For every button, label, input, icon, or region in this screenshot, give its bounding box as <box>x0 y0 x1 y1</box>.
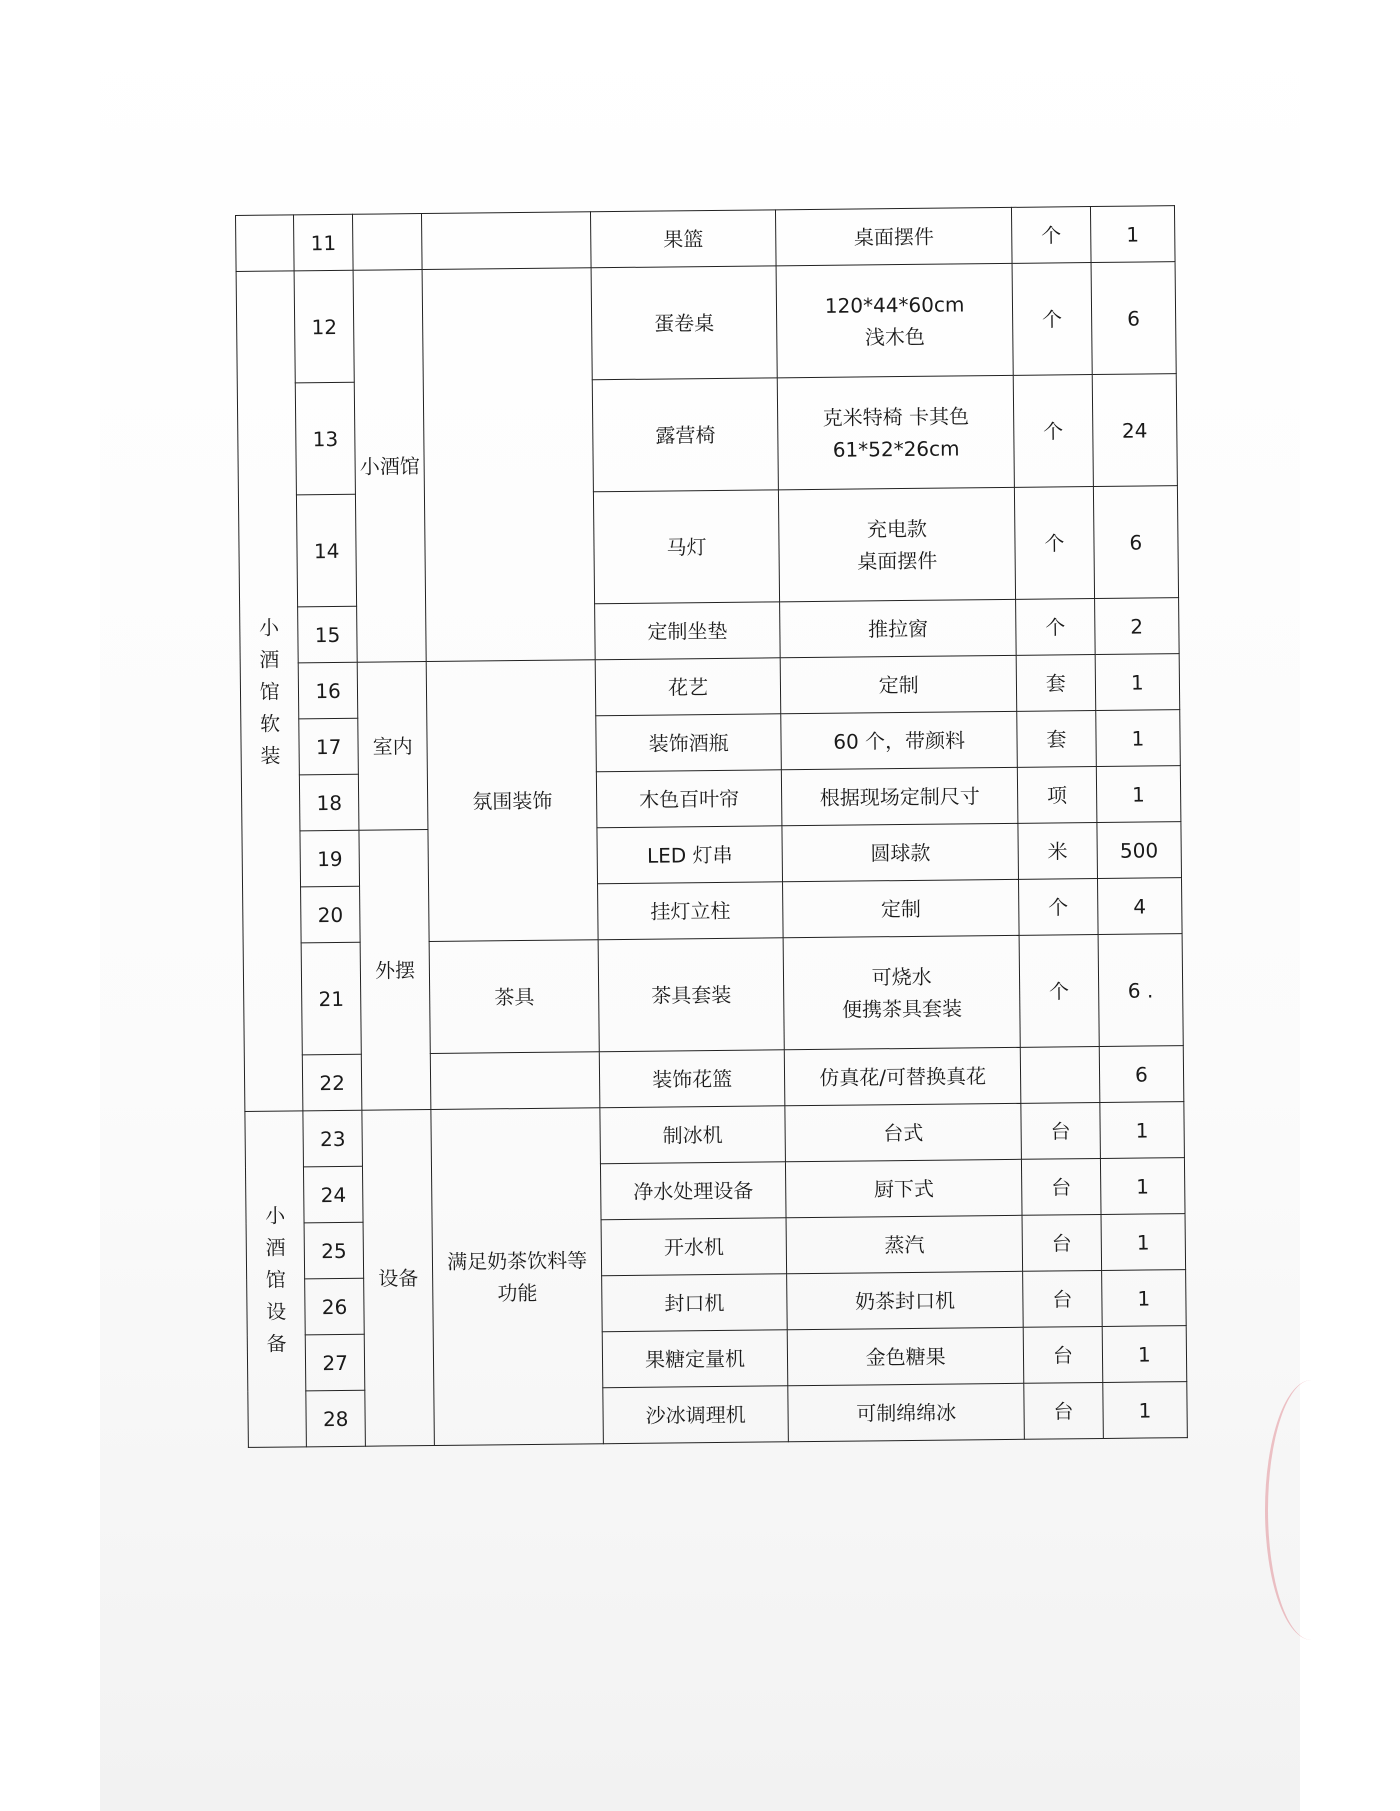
item-unit: 米 <box>1018 823 1097 880</box>
row-number: 19 <box>300 830 359 887</box>
row-number: 17 <box>299 718 358 775</box>
item-spec: 奶茶封口机 <box>787 1271 1023 1329</box>
item-spec: 台式 <box>785 1103 1021 1161</box>
category-tea: 茶具 <box>430 940 600 1054</box>
item-name: 木色百叶帘 <box>596 770 782 828</box>
item-name: 蛋卷桌 <box>591 266 777 380</box>
item-name: 装饰花篮 <box>599 1050 785 1108</box>
item-spec: 根据现场定制尺寸 <box>782 767 1018 825</box>
item-qty: 6 <box>1091 262 1176 375</box>
item-qty: 1 <box>1102 1382 1187 1439</box>
row-number: 18 <box>300 774 359 831</box>
row-number: 15 <box>298 606 357 663</box>
item-unit: 台 <box>1021 1102 1100 1159</box>
item-unit: 个 <box>1019 935 1099 1048</box>
item-qty: 1 <box>1101 1270 1186 1327</box>
red-seal-stamp <box>1265 1380 1358 1640</box>
item-name: 茶具套装 <box>598 938 784 1052</box>
item-spec: 推拉窗 <box>780 599 1016 657</box>
item-name: 果糖定量机 <box>602 1330 788 1388</box>
item-name: 露营椅 <box>592 378 778 492</box>
item-unit: 台 <box>1022 1214 1101 1271</box>
item-name: LED 灯串 <box>597 826 783 884</box>
row-number: 16 <box>299 662 358 719</box>
item-name: 装饰酒瓶 <box>596 714 782 772</box>
row-number: 23 <box>303 1110 362 1167</box>
item-spec: 厨下式 <box>786 1159 1022 1217</box>
item-qty: 1 <box>1102 1326 1187 1383</box>
item-qty: 2 <box>1094 598 1179 655</box>
table-row <box>240 654 1180 720</box>
item-spec: 定制 <box>780 655 1016 713</box>
item-unit: 套 <box>1016 655 1095 712</box>
row-number: 26 <box>305 1278 364 1335</box>
item-name: 沙冰调理机 <box>603 1386 789 1444</box>
item-qty: 24 <box>1092 374 1177 487</box>
item-name: 制冰机 <box>600 1106 786 1164</box>
item-qty: 1 <box>1095 654 1180 711</box>
item-qty: 1 <box>1096 766 1181 823</box>
item-qty: 1 <box>1095 710 1180 767</box>
row-number: 13 <box>296 382 356 495</box>
item-unit: 台 <box>1023 1270 1102 1327</box>
item-qty: 500 <box>1097 822 1182 879</box>
row-number: 11 <box>294 214 353 271</box>
item-name: 开水机 <box>601 1218 787 1276</box>
item-unit: 个 <box>1014 487 1094 600</box>
table-row <box>245 1102 1185 1168</box>
item-spec: 60 个，带颜料 <box>781 711 1017 769</box>
item-name: 马灯 <box>593 490 779 604</box>
table-row <box>236 262 1176 384</box>
category-cell-empty <box>423 268 596 662</box>
item-unit: 台 <box>1023 1326 1102 1383</box>
table-row <box>242 822 1182 888</box>
row-number: 21 <box>302 942 362 1055</box>
item-qty: 1 <box>1101 1214 1186 1271</box>
group-soft-furnishing: 小 酒 馆 软 装 <box>236 271 303 1112</box>
subarea-bar: 小酒馆 <box>353 270 427 663</box>
item-name: 果篮 <box>590 210 776 268</box>
category-atmosphere: 氛围装饰 <box>427 660 598 942</box>
item-name: 定制坐垫 <box>594 602 780 660</box>
item-unit: 个 <box>1012 207 1091 264</box>
item-spec: 120*44*60cm 浅木色 <box>776 263 1013 377</box>
item-unit: 个 <box>1019 879 1098 936</box>
item-name: 净水处理设备 <box>600 1162 786 1220</box>
item-name: 挂灯立柱 <box>597 882 783 940</box>
category-cell-empty <box>431 1052 600 1110</box>
item-unit: 个 <box>1016 599 1095 656</box>
subarea-outdoor: 外摆 <box>359 830 432 1111</box>
item-qty: 1 <box>1100 1102 1185 1159</box>
item-qty: 6 . <box>1098 934 1183 1047</box>
item-spec: 可制绵绵冰 <box>788 1383 1024 1441</box>
item-qty: 1 <box>1090 206 1175 263</box>
item-qty: 4 <box>1097 878 1182 935</box>
category-cell-empty <box>422 212 591 270</box>
subarea-equipment: 设备 <box>362 1109 435 1446</box>
item-spec: 定制 <box>783 879 1019 937</box>
spec-table <box>235 205 1188 1448</box>
item-unit: 项 <box>1017 767 1096 824</box>
item-spec: 充电款 桌面摆件 <box>779 487 1016 601</box>
row-number: 24 <box>304 1166 363 1223</box>
item-unit: 台 <box>1024 1382 1103 1439</box>
item-unit <box>1020 1046 1099 1103</box>
group-cell-empty <box>236 215 295 272</box>
item-spec: 桌面摆件 <box>776 207 1012 265</box>
item-spec: 克米特椅 卡其色 61*52*26cm <box>777 375 1014 489</box>
item-unit: 套 <box>1017 711 1096 768</box>
item-unit: 个 <box>1012 263 1092 376</box>
row-number: 27 <box>306 1334 365 1391</box>
item-name: 花艺 <box>595 658 781 716</box>
category-function: 满足奶茶饮料等 功能 <box>431 1108 603 1446</box>
item-spec: 圆球款 <box>782 823 1018 881</box>
item-spec: 蒸汽 <box>786 1215 1022 1273</box>
spec-table-body <box>236 206 1188 1448</box>
row-number: 20 <box>301 886 360 943</box>
item-qty: 6 <box>1093 486 1178 599</box>
item-qty: 6 <box>1099 1046 1184 1103</box>
group-equipment: 小 酒 馆 设 备 <box>245 1111 307 1448</box>
item-qty: 1 <box>1100 1158 1185 1215</box>
row-number: 25 <box>304 1222 363 1279</box>
item-spec: 可烧水 便携茶具套装 <box>783 935 1020 1049</box>
item-spec: 仿真花/可替换真花 <box>785 1047 1021 1105</box>
row-number: 28 <box>306 1390 365 1447</box>
table-row <box>236 206 1176 272</box>
row-number: 14 <box>297 494 357 607</box>
item-name: 封口机 <box>602 1274 788 1332</box>
table-wrap <box>235 205 1188 1448</box>
item-unit: 个 <box>1013 375 1093 488</box>
subarea-indoor: 室内 <box>357 662 428 831</box>
item-spec: 金色糖果 <box>787 1327 1023 1385</box>
subarea-cell-empty <box>352 214 422 271</box>
row-number: 22 <box>303 1054 362 1111</box>
row-number: 12 <box>294 270 354 383</box>
item-unit: 台 <box>1022 1158 1101 1215</box>
